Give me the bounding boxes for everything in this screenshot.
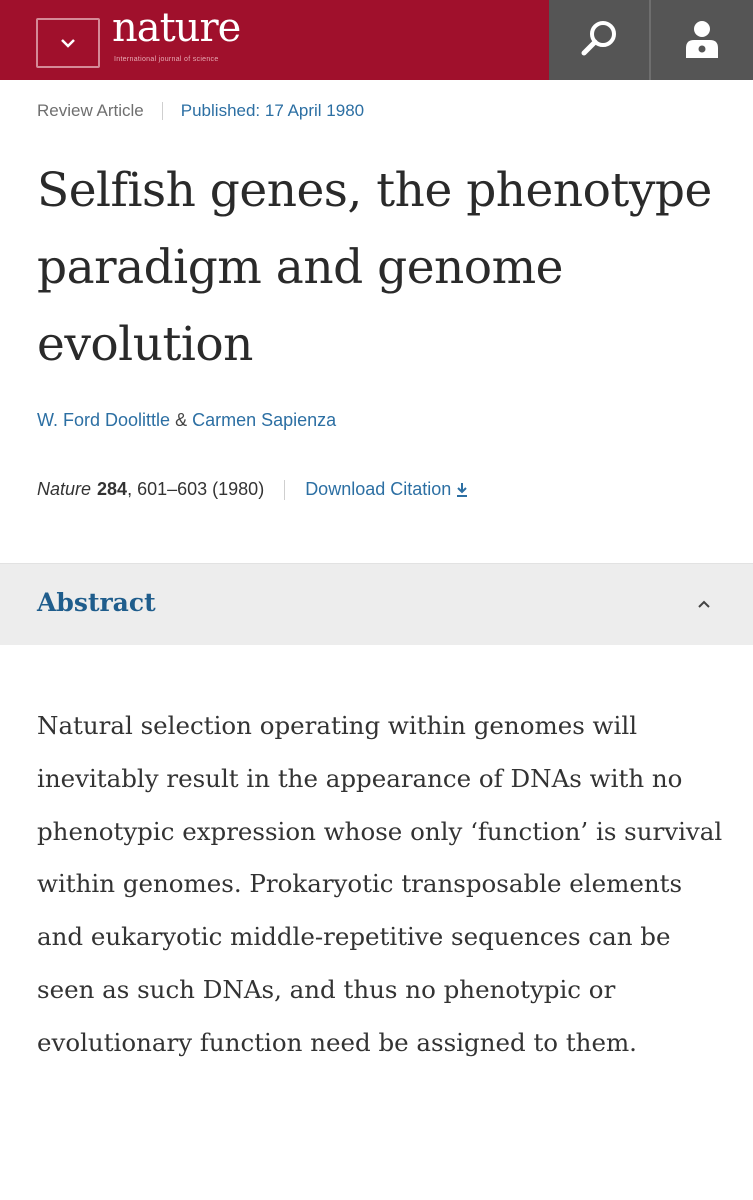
abstract-text: Natural selection operating within genomes will inevitably result in the appearance of DNAs with no phenotypic expression whose only ‘function’ is survival within genomes. Prokaryotic transposable elements and eukaryotic middle-repetitive sequences can be seen as such DNAs, and thus no phenotypic or evolutionary function need be assigned to them. (37, 711, 723, 1057)
download-citation-label: Download Citation (305, 479, 452, 499)
citation-row (37, 479, 469, 500)
download-citation-link[interactable] (305, 479, 469, 500)
page-range: , 601–603 (1980) (127, 479, 265, 499)
abstract-heading: Abstract (37, 588, 156, 617)
author-link[interactable]: Carmen Sapienza (192, 410, 337, 430)
meta-divider (162, 102, 163, 120)
article-meta (37, 101, 364, 121)
journal-name: Nature (37, 479, 92, 499)
brand-area (0, 0, 549, 80)
abstract-section-toggle[interactable] (0, 563, 753, 645)
citation-divider (284, 480, 285, 500)
account-button[interactable] (651, 0, 753, 80)
user-icon (676, 14, 728, 66)
chevron-down-icon (59, 37, 77, 49)
chevron-up-icon (696, 598, 712, 610)
menu-button[interactable] (36, 18, 100, 68)
download-icon (455, 481, 469, 499)
article-title: Selfish genes, the phenotype paradigm and genome evolution (37, 163, 712, 372)
author-list (37, 410, 336, 431)
search-button[interactable] (549, 0, 651, 80)
published-date: Published: 17 April 1980 (180, 101, 365, 120)
author-separator: & (175, 410, 188, 430)
article-type: Review Article (37, 101, 144, 120)
site-header (0, 0, 753, 80)
nature-logo[interactable]: nature (112, 5, 241, 51)
search-icon (573, 14, 625, 66)
volume-number: 284 (97, 479, 128, 499)
author-link[interactable]: W. Ford Doolittle (37, 410, 171, 430)
logo-subtitle: International journal of science (114, 56, 219, 63)
